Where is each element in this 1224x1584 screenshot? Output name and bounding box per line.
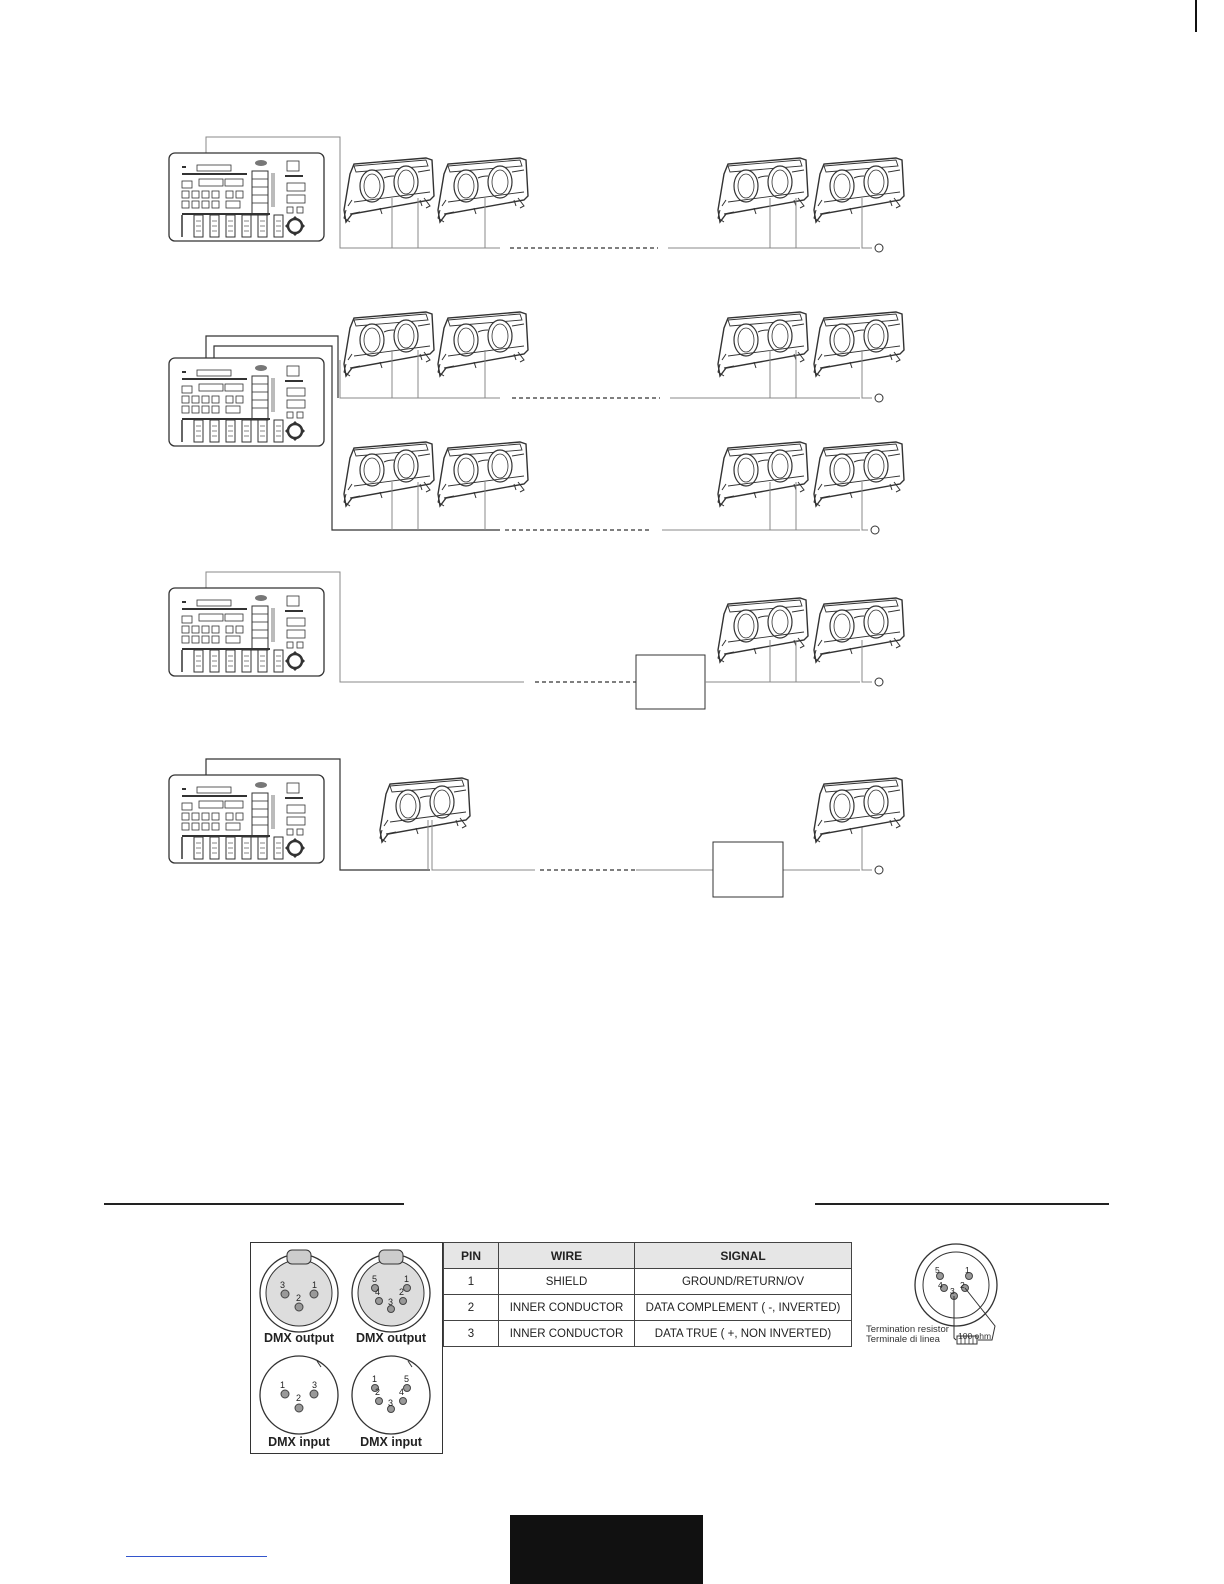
table-cell: GROUND/RETURN/OV <box>635 1269 852 1295</box>
lighting-controller-icon <box>169 588 324 676</box>
moving-head-fixture-icon <box>438 442 528 506</box>
dmx-output-label: DMX output <box>355 1331 427 1345</box>
pin-number: 2 <box>296 1293 302 1303</box>
dmx-splitter-box-icon <box>636 655 705 709</box>
pin-assignment-table <box>443 1242 852 1347</box>
diagram-dual-line <box>169 312 904 534</box>
xlr-3-pin-output-icon <box>260 1250 338 1332</box>
diagram-splitter-line <box>169 572 904 709</box>
moving-head-fixture-icon <box>814 778 904 842</box>
table-cell: 2 <box>444 1295 499 1321</box>
pin-number: 3 <box>950 1286 955 1296</box>
table-cell: SHIELD <box>499 1269 635 1295</box>
connector-pinout-panel <box>250 1242 443 1454</box>
termination-plug-icon <box>871 526 879 534</box>
pin-number: 3 <box>280 1280 286 1290</box>
pin-number: 1 <box>404 1274 410 1284</box>
table-row <box>444 1321 852 1347</box>
termination-label-italian: Terminale di linea <box>866 1334 940 1345</box>
pin-number: 5 <box>404 1374 410 1384</box>
moving-head-fixture-icon <box>718 158 808 222</box>
table-header-row <box>444 1243 852 1269</box>
moving-head-fixture-icon <box>380 778 470 842</box>
moving-head-fixture-icon <box>814 442 904 506</box>
lighting-controller-icon <box>169 775 324 863</box>
xlr-5-pin-output-icon <box>352 1250 430 1332</box>
table-cell: DATA COMPLEMENT ( -, INVERTED) <box>635 1295 852 1321</box>
pin-number: 3 <box>312 1380 318 1390</box>
table-cell: 1 <box>444 1269 499 1295</box>
section-rule-right <box>815 1203 1109 1205</box>
table-cell: INNER CONDUCTOR <box>499 1295 635 1321</box>
dmx-input-label: DMX input <box>268 1435 330 1449</box>
lighting-controller-icon <box>169 358 324 446</box>
moving-head-fixture-icon <box>718 312 808 376</box>
pin-number: 5 <box>372 1274 378 1284</box>
pin-number: 1 <box>312 1280 318 1290</box>
footer-link-underline[interactable] <box>126 1556 267 1557</box>
pin-number: 3 <box>388 1297 394 1307</box>
pin-number: 2 <box>399 1287 405 1297</box>
moving-head-fixture-icon <box>718 598 808 662</box>
dmx-splitter-box-icon <box>713 842 783 897</box>
pin-number: 1 <box>372 1374 378 1384</box>
pin-number: 4 <box>375 1287 381 1297</box>
dmx-input-label: DMX input <box>360 1435 422 1449</box>
moving-head-fixture-icon <box>438 312 528 376</box>
moving-head-fixture-icon <box>438 158 528 222</box>
moving-head-fixture-icon <box>718 442 808 506</box>
table-cell: DATA TRUE ( +, NON INVERTED) <box>635 1321 852 1347</box>
pin-number: 2 <box>960 1280 965 1290</box>
diagram-long-line <box>169 759 904 897</box>
pin-number: 1 <box>965 1265 970 1275</box>
termination-plug-icon <box>875 394 883 402</box>
moving-head-fixture-icon <box>344 312 434 376</box>
column-header: PIN <box>444 1243 499 1269</box>
table-row <box>444 1269 852 1295</box>
page-number-tab <box>510 1515 703 1584</box>
xlr-5-pin-input-icon <box>352 1356 430 1434</box>
section-rule-left <box>104 1203 404 1205</box>
moving-head-fixture-icon <box>344 158 434 222</box>
pin-number: 1 <box>280 1380 286 1390</box>
pin-number: 5 <box>935 1265 940 1275</box>
pin-number: 2 <box>375 1387 381 1397</box>
column-header: WIRE <box>499 1243 635 1269</box>
pin-number: 2 <box>296 1393 302 1403</box>
table-cell: INNER CONDUCTOR <box>499 1321 635 1347</box>
diagram-daisy-chain <box>169 137 904 252</box>
pin-number: 4 <box>938 1280 943 1290</box>
termination-plug-icon <box>875 866 883 874</box>
lighting-controller-icon <box>169 153 324 241</box>
table-row <box>444 1295 852 1321</box>
dmx-output-label: DMX output <box>263 1331 335 1345</box>
column-header: SIGNAL <box>635 1243 852 1269</box>
moving-head-fixture-icon <box>814 158 904 222</box>
pin-number: 3 <box>388 1398 394 1408</box>
termination-plug-icon <box>875 244 883 252</box>
pin-number: 4 <box>399 1387 405 1397</box>
termination-plug-icon <box>875 678 883 686</box>
termination-label-english: Termination resistor <box>866 1324 949 1335</box>
table-cell: 3 <box>444 1321 499 1347</box>
moving-head-fixture-icon <box>814 598 904 662</box>
moving-head-fixture-icon <box>814 312 904 376</box>
resistor-value: 100 ohm <box>958 1331 992 1341</box>
moving-head-fixture-icon <box>344 442 434 506</box>
